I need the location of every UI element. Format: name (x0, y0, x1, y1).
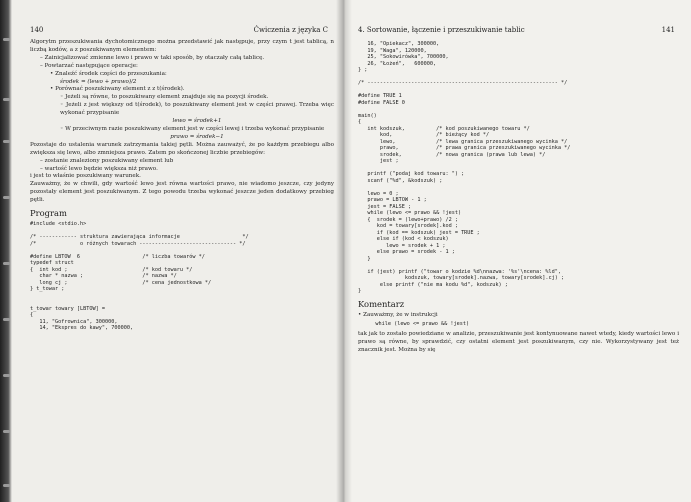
stop-conditions (30, 158, 334, 174)
right-page-header (358, 26, 679, 39)
right-page-number: 141 (661, 26, 675, 34)
ring (3, 196, 10, 199)
ring (3, 318, 10, 321)
condition-note: i jest to właśnie poszukiwany warunek. (30, 173, 141, 180)
right-code-listing: 16, "Opiekacz", 300000, 19, "Waga", 120000, 25, "Sokowirówka", 700000, 26, "Łożeń", 600000, } ; /* ------------------------------------------------------------- */ #define TRUE 1 #define FALSE 0 main() { int kodszuk, /* kod poszukiwanego towaru */ kod, /* bieżący kod */ lewo, /* lewa granica przeszukiwanego wycinka */ prawo, /* prawa granica przeszukiwanego wycinka */ srodek, /* nowa granica (prawa lub lewa) */ jest ; printf ("podaj kod towaru: ") ; scanf ("%d", &kodszuk) ; lewo = 0 ; prawo = LBTOW - 1 ; jest = FALSE ; while (lewo <= prawo && !jest) { srodek = (lewo+prawo) /2 ; kod = towary[srodek].kod ; if (kod == kodszuk) jest = TRUE ; else if (kod < kodszuk) lewo = srodek + 1 ; else prawo = srodek - 1 ; } if (jest) printf ("towar o kodzie %d\nnazwa: '%s'\ncena: %ld", kodszuk, towary[srodek].nazwa, towary[srodek].cj) ; else printf ("nie ma kodu %d", kodszuk) ; } (358, 41, 571, 294)
case-otherwise: ◦ W przeciwnym razie poszukiwany element jest w części lewej i trzeba wykonać przypisanie (60, 125, 325, 132)
while-snippet: while (lewo <= prawo && !jest) (366, 321, 470, 328)
left-code-listing: #include <stdio.h> /* ------------ struktura zawierająca informacje */ /* o różnych towarach ------------------------------- */ #define LBTOW 6 /* liczba towarów */ typedef struct { int kod ; /* kod towaru */ char * nazwa ; /* nazwa */ long cj ; /* cena jednostkowa */ } t_towar ; t_towar towary [LBTOW] = { 11, "Gofrownica", 300000, 14, "Ekspres do kawy", 700000, (30, 221, 249, 332)
left-page-number: 140 (30, 26, 44, 34)
extra-pass-paragraph: Zauważmy, że w chwili, gdy wartość lewo jest równa wartości prawo, nie wiadomo jeszcze, czy jedyny pozostały element jest poszukiwanym. Z tego powodu trzeba wykonać jeszcze jeden dodatkowy przebieg pętli. (30, 181, 334, 204)
stop-found: – zostanie znaleziony poszukiwany element lub (40, 157, 174, 164)
comment-heading: Komentarz (358, 298, 405, 309)
case-greater: ◦ Jeżeli z jest większy od t(środek), to poszukiwany element jest w części prawej. Trzeba więc wykonać przypisanie (60, 102, 334, 117)
book-gutter (336, 0, 352, 502)
algorithm-steps (30, 55, 334, 71)
ring (3, 430, 10, 433)
ring (3, 140, 10, 143)
stop-crossed: – wartość lewo będzie większa niż prawo. (40, 165, 158, 172)
step-repeat: – Powtarzać następujące operacje: (40, 62, 138, 69)
ring (3, 98, 10, 101)
left-page (0, 0, 344, 502)
ring (3, 374, 10, 377)
substeps (30, 71, 334, 142)
left-page-header (30, 26, 334, 39)
equation-middle: środek = (lewo + prawo)/2 (60, 78, 137, 85)
binding-rings (3, 0, 11, 502)
program-heading: Program (30, 208, 67, 219)
left-running-title: Ćwiczenia z języka C (253, 26, 328, 34)
right-page (344, 0, 691, 502)
comment-bullet: • Zauważmy, że w instrukcji (358, 311, 438, 318)
binding-edge (0, 0, 12, 502)
ring (3, 262, 10, 265)
equation-left: lewo = środek+1 (172, 118, 222, 125)
step-init: – Zainicjalizować zmienne lewo i prawo w taki sposób, by otaczały całą tablicę. (40, 54, 265, 61)
ring (3, 484, 10, 487)
equation-right: prawo = środek−1 (170, 133, 224, 140)
right-running-title: 4. Sortowanie, łączenie i przeszukiwanie tablic (358, 26, 525, 34)
substep-find-middle: • Znaleźć środek części do przeszukania: (50, 70, 167, 77)
substep-compare: • Porównać poszukiwany element z z t(środek). (50, 86, 185, 93)
compare-cases (50, 94, 334, 141)
intro-paragraph: Algorytm przeszukiwania dychotomicznego można przedstawić jak następuje, przy czym t jest tablicą, n liczbą kodów, a z poszukiwanym elementem: (30, 39, 334, 53)
stop-condition-paragraph: Pozostaje do ustalenia warunek zatrzymania takiej pętli. Można zauważyć, że po każdym przebiegu albo zwiększa się lewo, albo zmniejsza prawo. Zatem po skończonej liczbie przebiegów: (30, 141, 334, 156)
comment-paragraph: tak jak to zostało powiedziane w analizie, przeszukiwanie jest kontynuowane nawet wtedy, kiedy wartości lewo i prawo są równe, by sprawdzić, czy ostatni element jest poszukiwanym, czy nie. Wykorzystywany jest też znacznik jest. Można by się (358, 330, 679, 353)
ring (3, 38, 10, 41)
case-equal: ◦ Jeżeli są równe, to poszukiwany element znajduje się na pozycji środek. (60, 94, 269, 101)
